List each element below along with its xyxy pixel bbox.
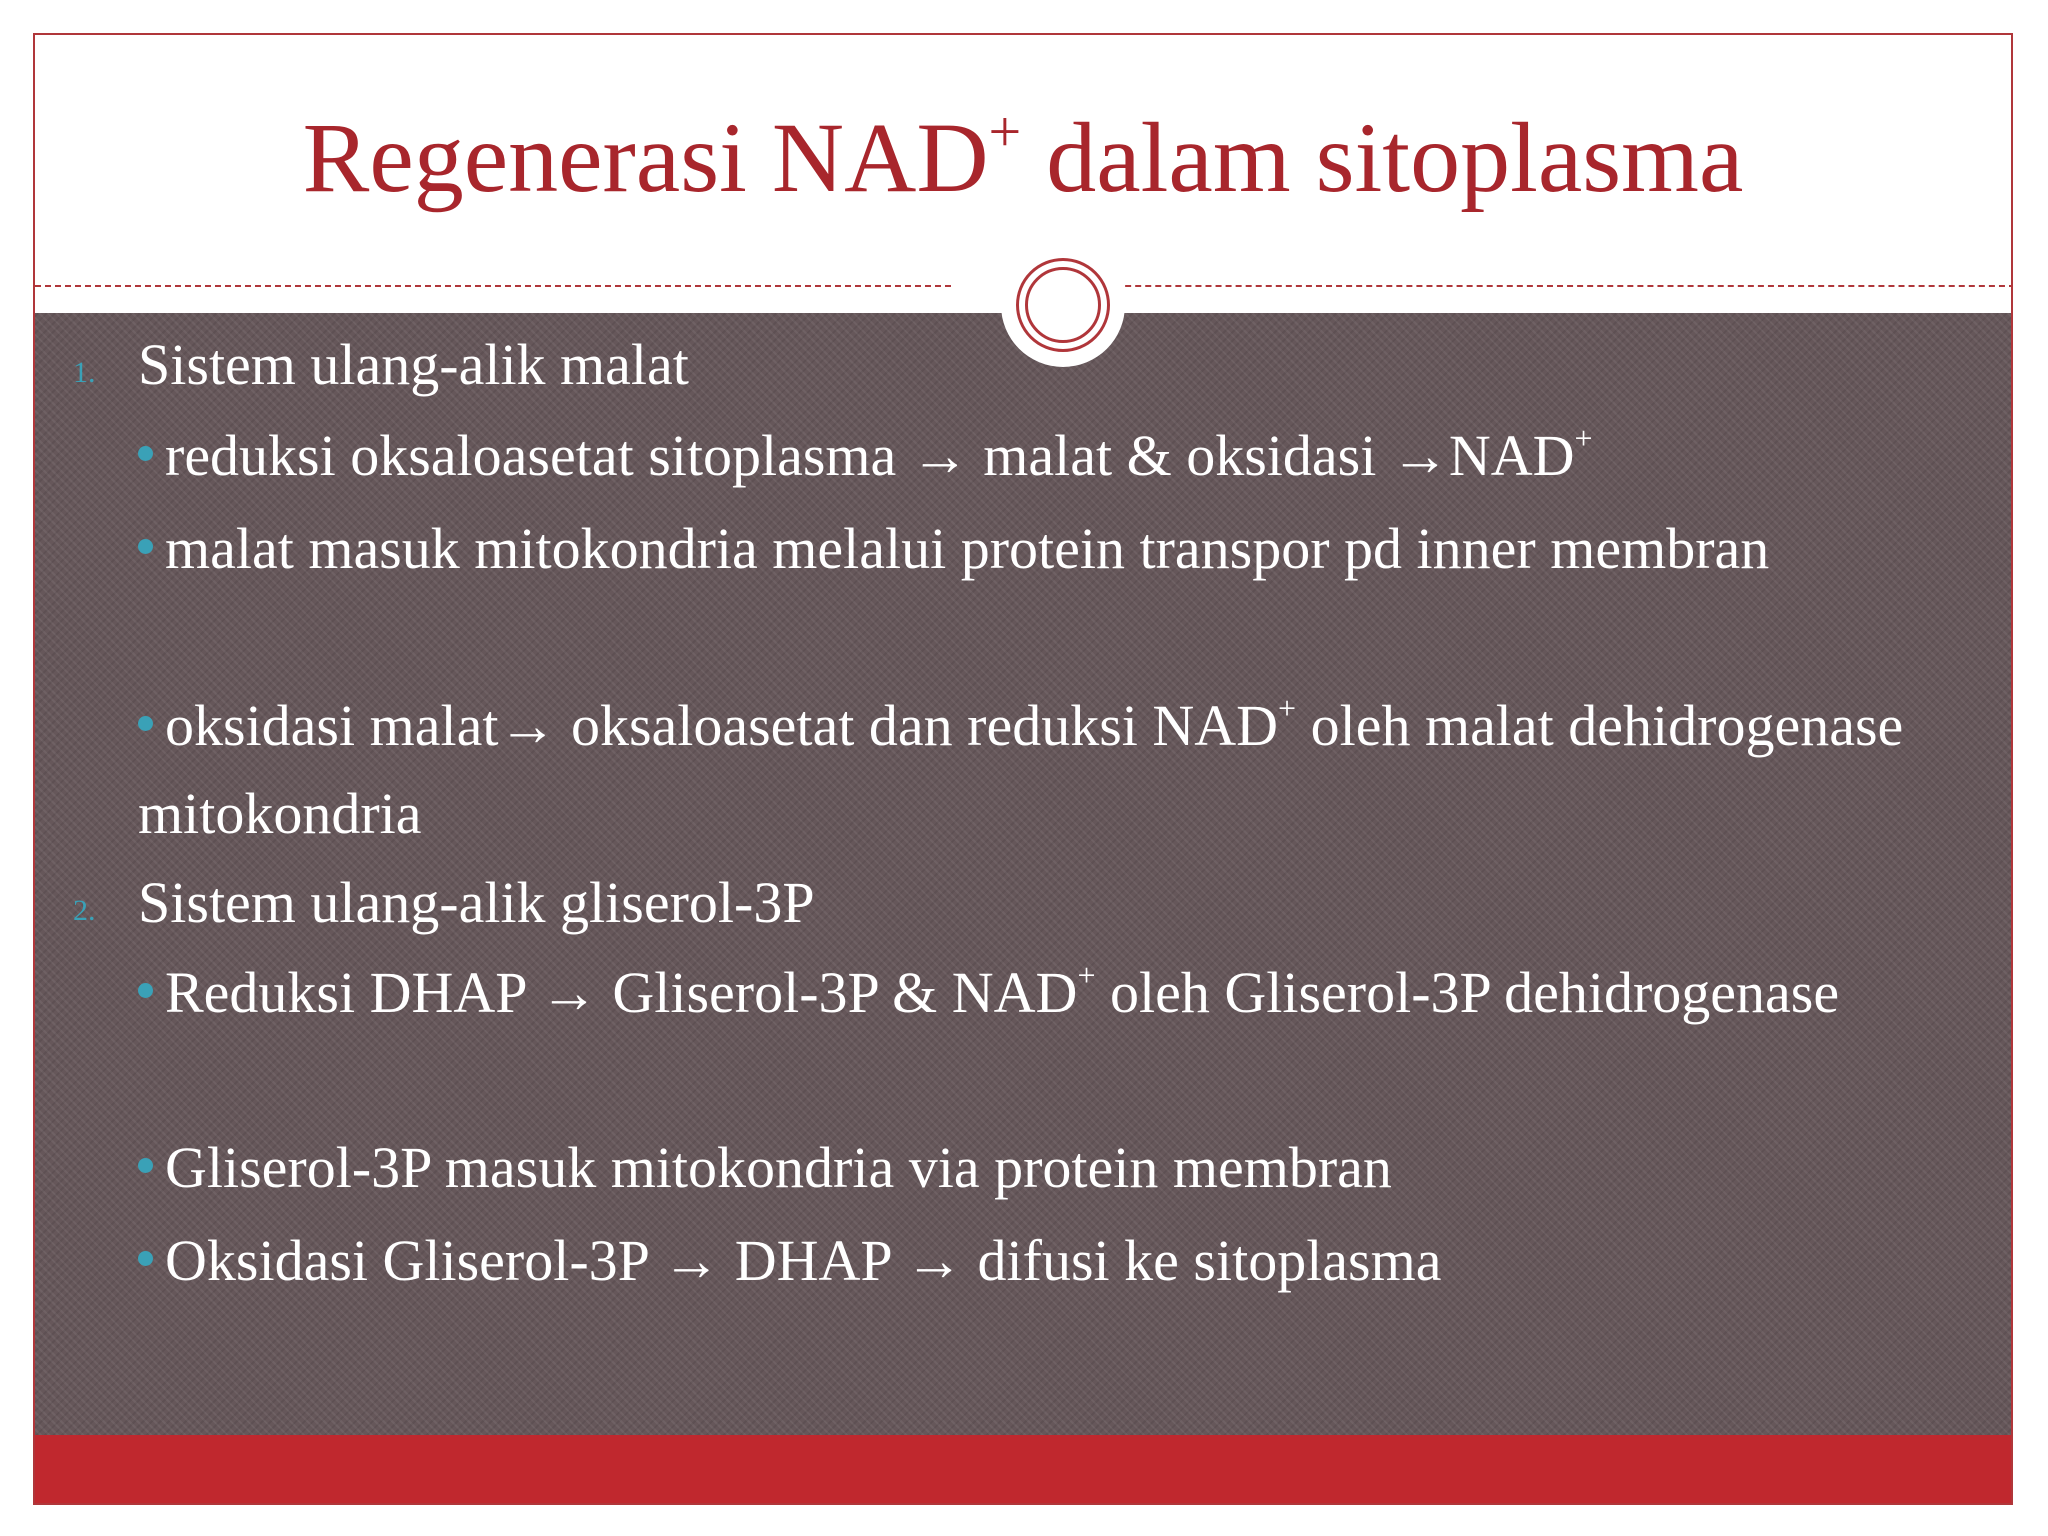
- list-item-bullet: [138, 509, 1958, 597]
- bullet-text: oksidasi malat→ oksaloasetat dan reduksi NAD: [165, 693, 1279, 758]
- bullet-text: Reduksi DHAP → Gliserol-3P & NAD: [165, 960, 1078, 1025]
- section-heading: Sistem ulang-alik gliserol-3P: [138, 870, 815, 935]
- title-divider-left: [35, 285, 951, 287]
- title-main: Regenerasi NAD: [302, 102, 989, 213]
- bullet-dot-icon: [138, 716, 153, 731]
- bullet-superscript: +: [1077, 957, 1096, 993]
- slide-frame: [33, 33, 2013, 1505]
- title-ornament-circle-icon: [1016, 258, 1110, 352]
- slide-title: [35, 99, 2011, 227]
- bullet-text: Oksidasi Gliserol-3P → DHAP → difusi ke sitoplasma: [165, 1228, 1442, 1293]
- section-number: 2.: [73, 894, 96, 927]
- bullet-dot-icon: [138, 983, 153, 998]
- bullet-dot-icon: [138, 1251, 153, 1266]
- content-panel: [35, 313, 2011, 1439]
- title-divider-right: [1095, 285, 2013, 287]
- title-superscript: +: [988, 99, 1022, 164]
- title-rest: dalam sitoplasma: [1021, 102, 1744, 213]
- list-item-bullet: [138, 1221, 1958, 1309]
- bullet-dot-icon: [138, 1158, 153, 1173]
- bullet-text-after: oleh malat dehidrogenase mitokondria: [138, 693, 1904, 846]
- outline-list: [35, 313, 2011, 1439]
- bullet-dot-icon: [138, 446, 153, 461]
- bullet-text: Gliserol-3P masuk mitokondria via protein membran: [165, 1135, 1392, 1200]
- bullet-text: malat masuk mitokondria melalui protein transpor pd inner membran: [165, 516, 1770, 581]
- bullet-dot-icon: [138, 539, 153, 554]
- section-number: 1.: [73, 356, 96, 389]
- bullet-superscript: +: [1278, 690, 1297, 726]
- list-item-bullet: [138, 686, 1958, 854]
- list-item-bullet: [138, 953, 1958, 1041]
- list-item-bullet: [138, 416, 1958, 504]
- bullet-text-after: oleh Gliserol-3P dehidrogenase: [1095, 960, 1840, 1025]
- footer-bar: [35, 1435, 2011, 1503]
- bullet-superscript: +: [1574, 420, 1593, 456]
- bullet-text: reduksi oksaloasetat sitoplasma → malat & oksidasi →NAD: [165, 423, 1575, 488]
- list-item-bullet: [138, 1128, 1958, 1216]
- section-heading: Sistem ulang-alik malat: [138, 332, 689, 397]
- title-ornament-inner-circle: [1025, 267, 1101, 343]
